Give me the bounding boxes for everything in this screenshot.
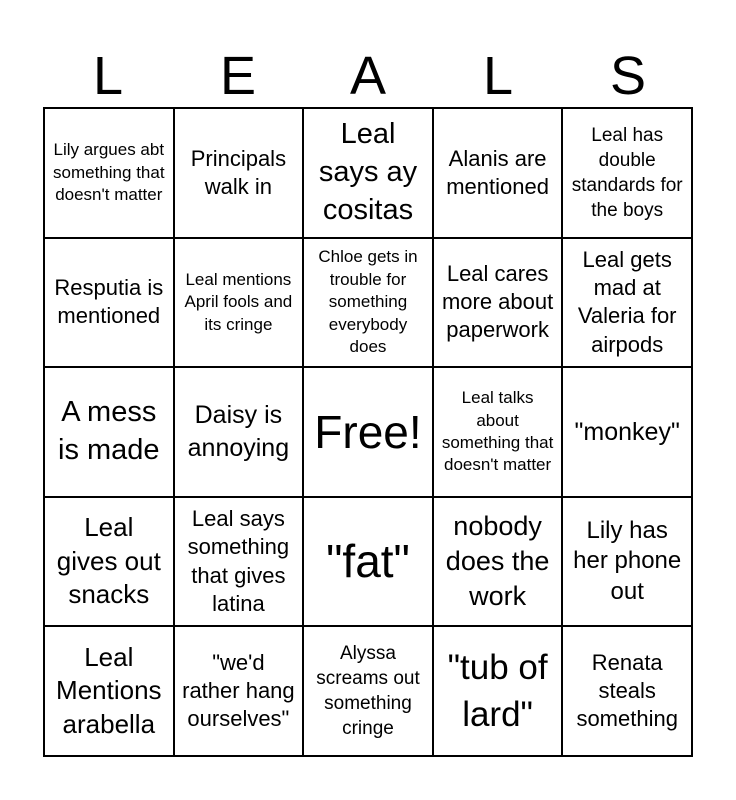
bingo-cell[interactable]	[175, 498, 305, 628]
bingo-cell[interactable]	[434, 109, 564, 239]
bingo-cell[interactable]	[304, 627, 434, 757]
bingo-cell[interactable]	[175, 627, 305, 757]
bingo-cell[interactable]	[175, 109, 305, 239]
bingo-cell[interactable]	[434, 239, 564, 369]
cell-text: Principals walk in	[190, 145, 287, 199]
cell-text: Leal says something that gives latina	[187, 506, 290, 616]
bingo-cell[interactable]	[45, 109, 175, 239]
bingo-cell[interactable]	[304, 239, 434, 369]
cell-text: Daisy is annoying	[187, 401, 290, 462]
cell-text: Free!	[314, 405, 422, 458]
bingo-board	[43, 107, 693, 757]
cell-text: A mess is made	[58, 396, 160, 466]
bingo-cell[interactable]	[304, 109, 434, 239]
cell-text: "we'd rather hang ourselves"	[182, 649, 295, 732]
bingo-cell[interactable]	[45, 368, 175, 498]
cell-text: Leal gives out snacks	[56, 511, 161, 610]
bingo-cell[interactable]	[304, 498, 434, 628]
cell-text: Chloe gets in trouble for something everybody does	[318, 247, 418, 357]
free-space[interactable]	[304, 368, 434, 498]
cell-text: Resputia is mentioned	[54, 275, 164, 329]
cell-text: Leal gets mad at Valeria for airpods	[577, 247, 677, 357]
cell-text: "tub of lard"	[447, 647, 548, 735]
bingo-cell[interactable]	[175, 368, 305, 498]
bingo-cell[interactable]	[563, 239, 693, 369]
bingo-cell[interactable]	[45, 239, 175, 369]
bingo-cell[interactable]	[563, 627, 693, 757]
cell-text: Lily argues abt something that doesn't matter	[53, 140, 165, 205]
bingo-cell[interactable]	[563, 368, 693, 498]
header-letter-4: L	[482, 46, 514, 106]
bingo-header	[43, 44, 693, 108]
header-letter-3: A	[349, 46, 387, 106]
bingo-cell[interactable]	[563, 498, 693, 628]
cell-text: Alyssa screams out something cringe	[316, 643, 420, 740]
cell-text: nobody does the work	[445, 510, 550, 612]
bingo-cell[interactable]	[45, 498, 175, 628]
cell-text: Leal has double standards for the boys	[571, 124, 683, 221]
cell-text: "fat"	[326, 535, 410, 588]
bingo-cell[interactable]	[434, 498, 564, 628]
header-letter-1: L	[92, 46, 124, 106]
cell-text: Leal talks about something that doesn't matter	[441, 388, 554, 475]
cell-text: Leal Mentions arabella	[56, 641, 162, 740]
bingo-cell[interactable]	[45, 627, 175, 757]
bingo-cell[interactable]	[434, 627, 564, 757]
cell-text: Leal says ay cositas	[318, 118, 418, 226]
header-letter-2: E	[219, 46, 257, 106]
cell-text: Leal mentions April fools and its cringe	[184, 269, 293, 334]
cell-text: Renata steals something	[576, 649, 678, 732]
header-letter-5: S	[609, 46, 647, 106]
cell-text: Lily has her phone out	[573, 516, 682, 605]
cell-text: Leal cares more about paperwork	[441, 261, 554, 343]
bingo-cell[interactable]	[434, 368, 564, 498]
cell-text: "monkey"	[574, 417, 680, 446]
bingo-cell[interactable]	[175, 239, 305, 369]
bingo-cell[interactable]	[563, 109, 693, 239]
cell-text: Alanis are mentioned	[446, 145, 549, 199]
